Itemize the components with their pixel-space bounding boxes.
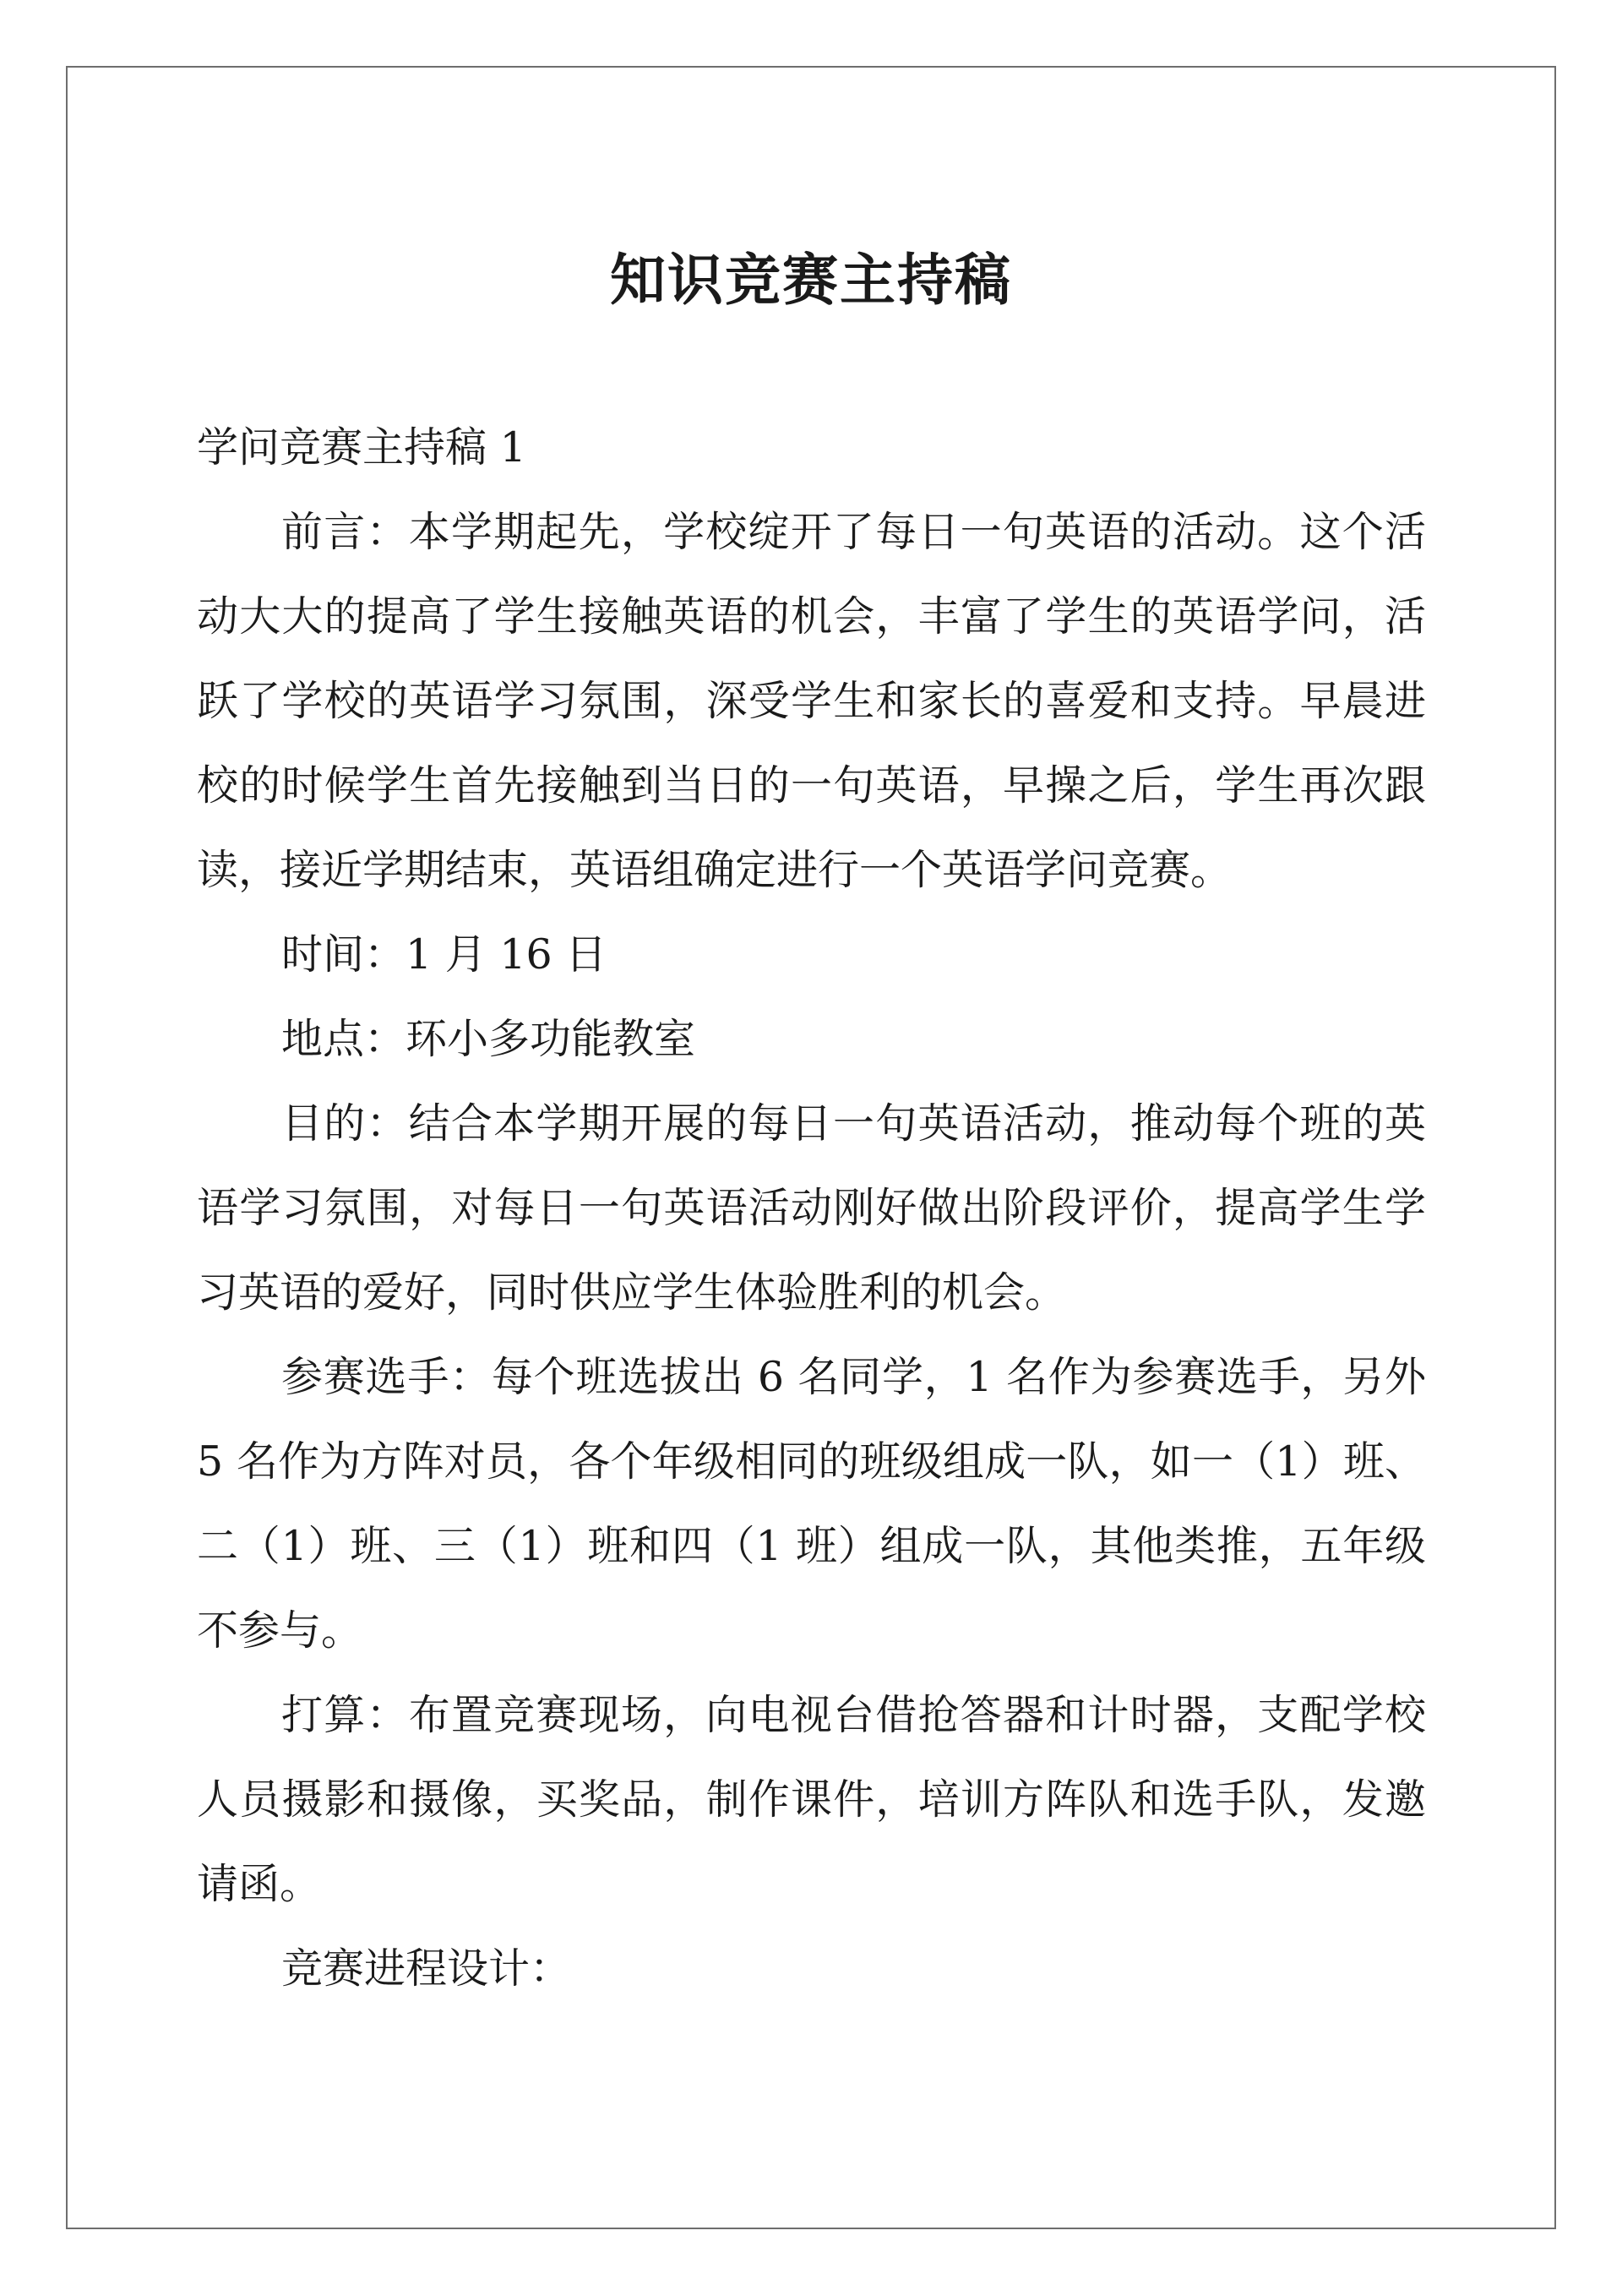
paragraph-preface: 前言：本学期起先，学校绽开了每日一句英语的活动。这个活动大大的提高了学生接触英语的机会，丰富了学生的英语学问，活跃了学校的英语学习氛围，深受学生和家长的喜爱和支持。早晨进校的时候学生首先接触到当日的一句英语，早操之后，学生再次跟读，接近学期结束，英语组确定进行一个英语学问竞赛。 — [197, 508, 1426, 894]
section-heading: 学问竞赛主持稿 1 — [197, 423, 526, 472]
paragraph-time: 时间：1 月 16 日 — [281, 930, 607, 979]
paragraph-process: 竞赛进程设计： — [281, 1944, 572, 1993]
paragraph-location: 地点：环小多功能教室 — [281, 1015, 696, 1063]
paragraph-purpose: 目的：结合本学期开展的每日一句英语活动，推动每个班的英语学习氛围，对每日一句英语活动刚好做出阶段评价，提高学生学习英语的爱好，同时供应学生体验胜利的机会。 — [197, 1099, 1426, 1317]
document-body — [197, 406, 1426, 2011]
document-title: 知识竞赛主持稿 — [610, 247, 1012, 313]
paragraph-participants: 参赛选手：每个班选拔出 6 名同学，1 名作为参赛选手，另外 5 名作为方阵对员，各个年级相同的班级组成一队，如一（1）班、二（1）班、三（1）班和四（1 班）组成一队，其他类推，五年级不参与。 — [197, 1353, 1426, 1655]
paragraph-preparation: 打算：布置竞赛现场，向电视台借抢答器和计时器，支配学校人员摄影和摄像，买奖品，制作课件，培训方阵队和选手队，发邀请函。 — [197, 1691, 1426, 1908]
